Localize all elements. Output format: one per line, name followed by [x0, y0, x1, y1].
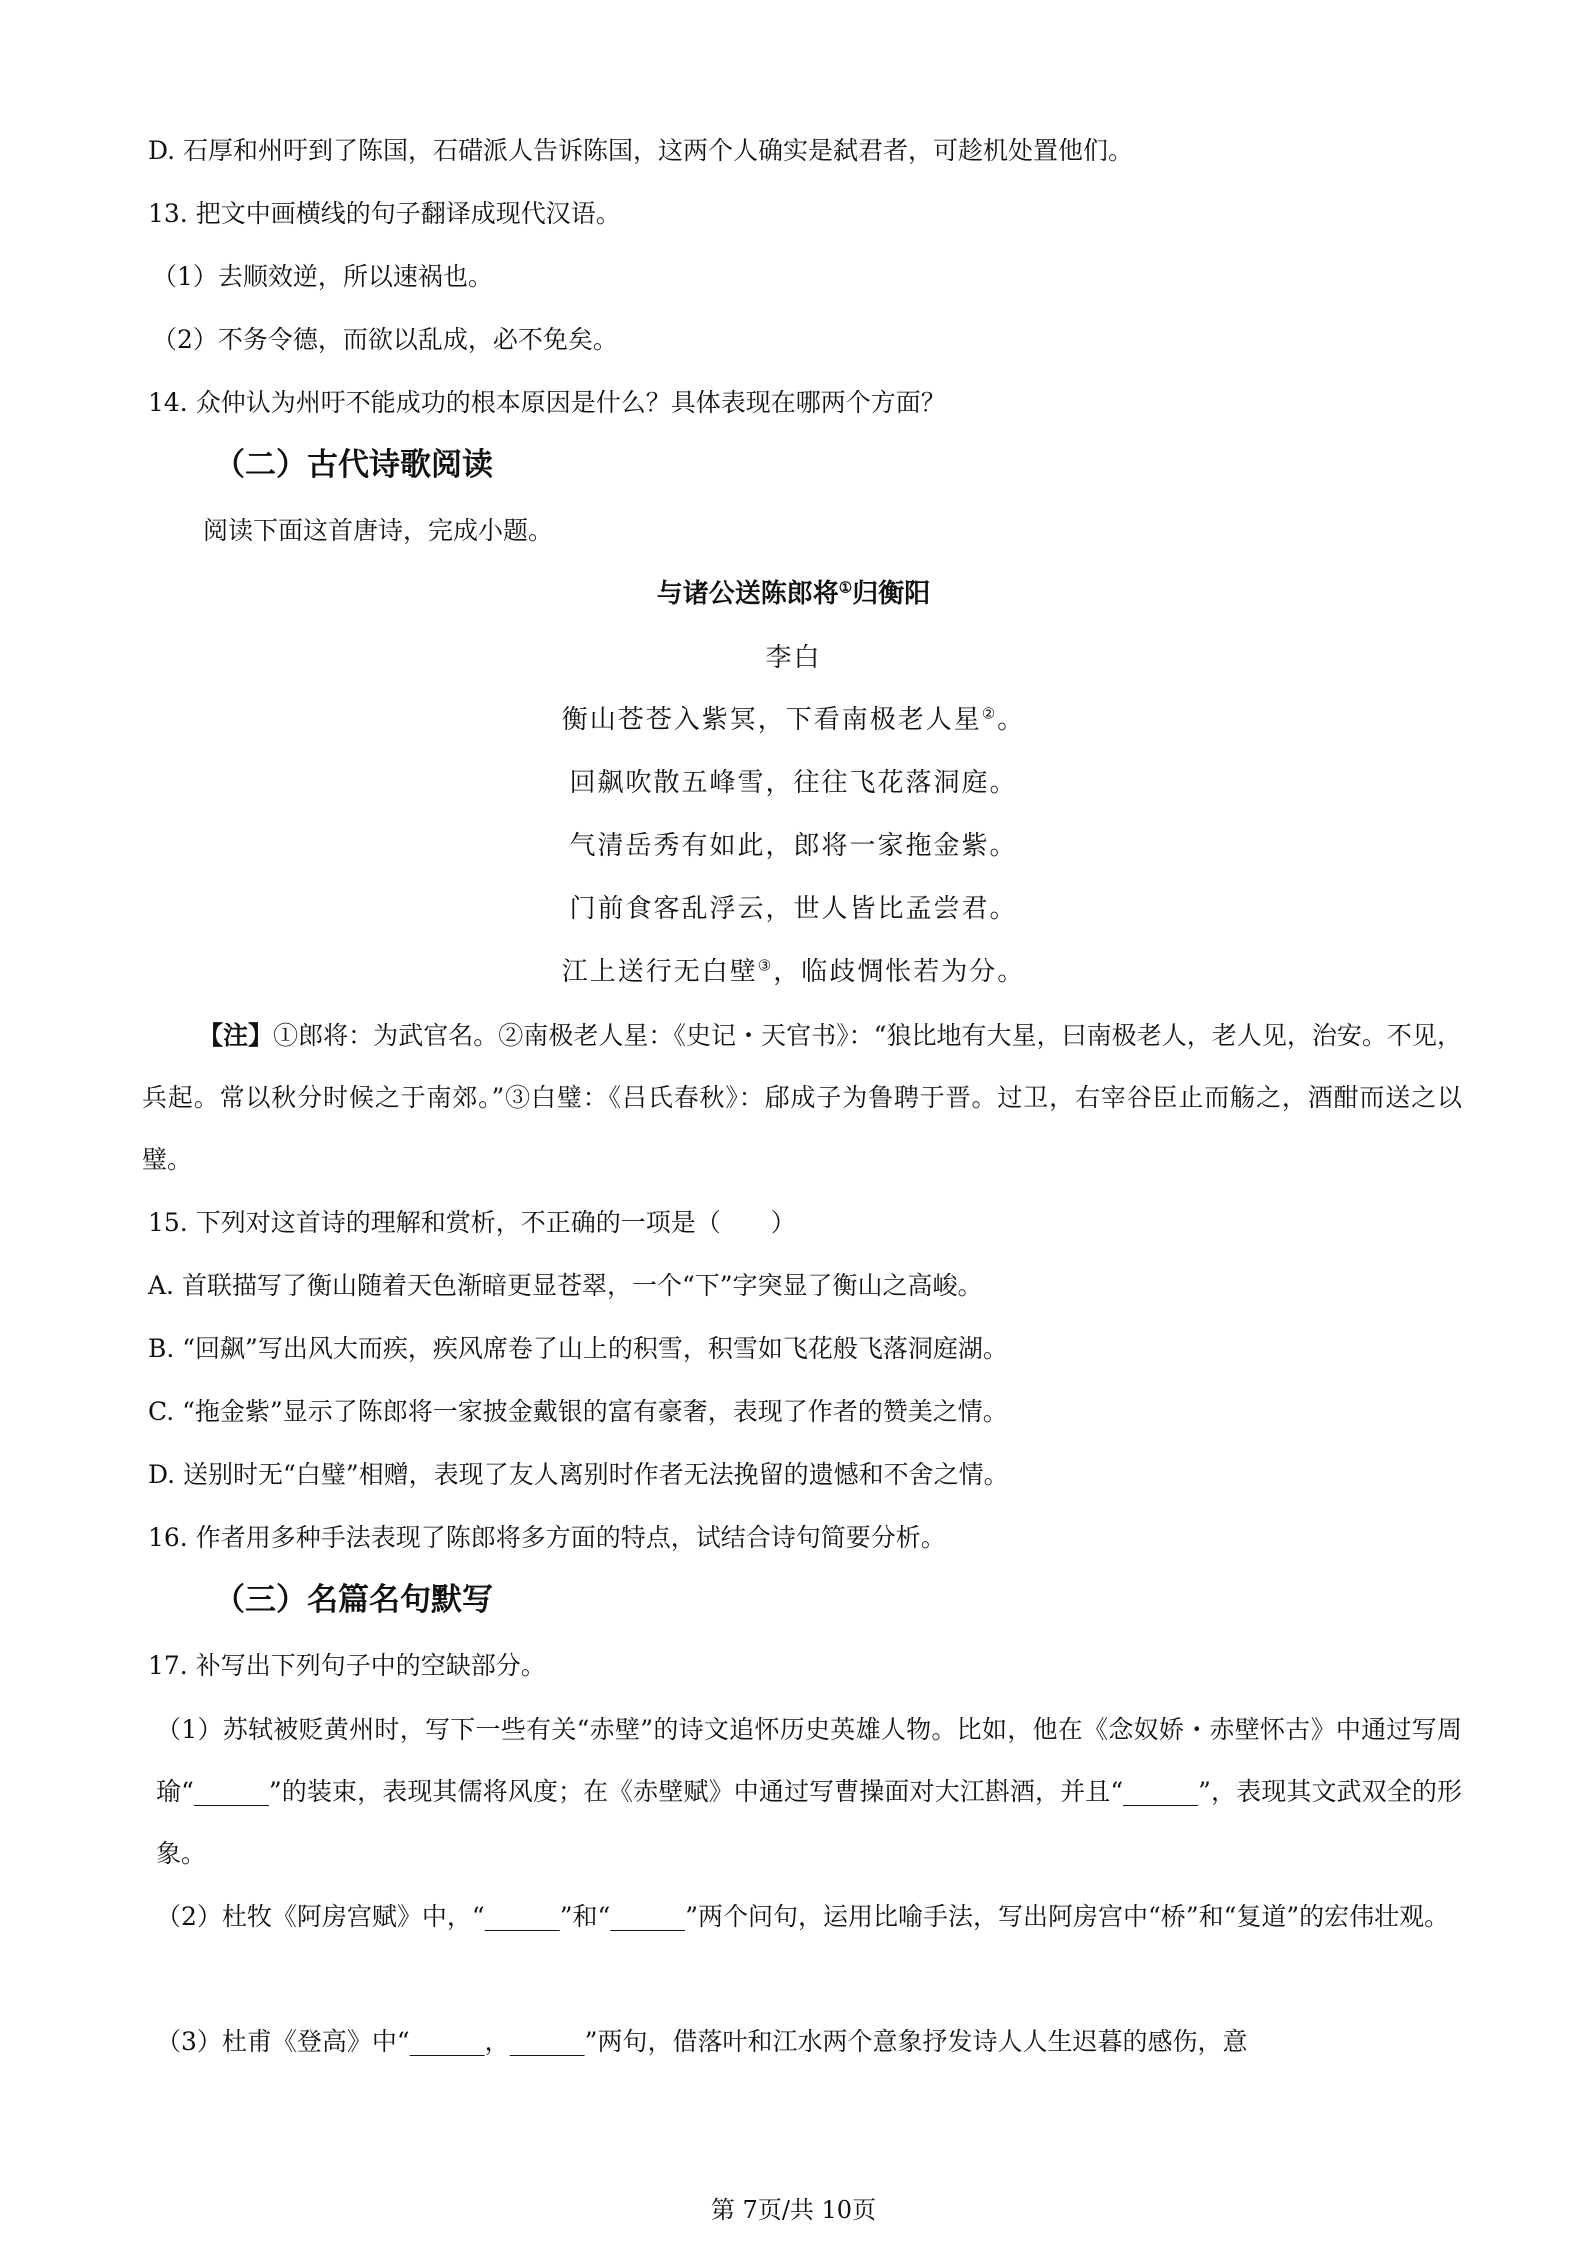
poem-note	[142, 1005, 1462, 1191]
q12-option-d: D. 石厚和州吁到了陈国，石碏派人告诉陈国，这两个人确实是弑君者，可趁机处置他们。	[148, 136, 1134, 165]
q17-item-2: （2）杜牧《阿房宫赋》中，“______”和“______”两个问句，运用比喻手法，写出阿房宫中“桥”和“复道”的宏伟壮观。	[156, 1902, 1450, 1931]
q15-option-c: C. “拖金紫”显示了陈郎将一家披金戴银的富有豪奢，表现了作者的赞美之情。	[148, 1397, 1008, 1426]
poem-line-4: 门前食客乱浮云，世人皆比孟尝君。	[569, 894, 1018, 924]
poem-line-1: 衡山苍苍入紫冥，下看南极老人星②。	[561, 704, 1026, 735]
q17-item-3: （3）杜甫《登高》中“______，______”两句，借落叶和江水两个意象抒发诗人人生迟暮的感伤，意	[156, 2027, 1248, 2056]
footnote-marker-1: ①	[838, 578, 853, 597]
q13-item-1: （1）去顺效逆，所以速祸也。	[152, 262, 493, 291]
poem-line-5: 江上送行无白壁③，临歧惆怅若为分。	[561, 956, 1026, 987]
q16-stem: 16. 作者用多种手法表现了陈郎将多方面的特点，试结合诗句简要分析。	[148, 1523, 946, 1552]
q13-item-2: （2）不务令德，而欲以乱成，必不免矣。	[152, 325, 618, 354]
q15-option-a: A. 首联描写了衡山随着天色渐暗更显苍翠，一个“下”字突显了衡山之高峻。	[148, 1271, 983, 1300]
poem-line-2: 回飙吹散五峰雪，往往飞花落洞庭。	[569, 768, 1018, 798]
q13-stem: 13. 把文中画横线的句子翻译成现代汉语。	[148, 199, 621, 228]
q14-stem: 14. 众仲认为州吁不能成功的根本原因是什么？具体表现在哪两个方面？	[148, 388, 946, 417]
poetry-intro: 阅读下面这首唐诗，完成小题。	[203, 516, 554, 545]
q15-option-d: D. 送别时无“白璧”相赠，表现了友人离别时作者无法挽留的遗憾和不舍之情。	[148, 1460, 1009, 1489]
footnote-marker-3: ③	[757, 956, 774, 975]
q17-stem: 17. 补写出下列句子中的空缺部分。	[148, 1651, 546, 1680]
q15-option-b: B. “回飙”写出风大而疾，疾风席卷了山上的积雪，积雪如飞花般飞落洞庭湖。	[148, 1334, 1008, 1363]
note-text: ①郎将：为武官名。②南极老人星：《史记・天官书》：“狼比地有大星，曰南极老人，老人见，治安。不见，兵起。常以秋分时候之于南郊。”③白璧：《吕氏春秋》：郈成子为鲁聘于晋。过卫，右宰谷臣止而觞之，酒酣而送之以璧。	[142, 1021, 1462, 1174]
section-heading-dictation: （三）名篇名句默写	[214, 1582, 493, 1618]
q17-item-1: （1）苏轼被贬黄州时，写下一些有关“赤壁”的诗文追怀历史英雄人物。比如，他在《念奴娇・赤壁怀古》中通过写周瑜“______”的装束，表现其儒将风度；在《赤壁赋》中通过写曹操面对大江斟酒，并且“______”，表现其文武双全的形象。	[156, 1715, 1462, 1868]
page-number: 第 7页/共 10页	[710, 2196, 877, 2224]
footnote-marker-2: ②	[981, 704, 998, 723]
poem-author: 李白	[765, 643, 822, 673]
q15-stem: 15. 下列对这首诗的理解和赏析，不正确的一项是（ ）	[148, 1208, 796, 1237]
section-heading-poetry: （二）古代诗歌阅读	[214, 447, 493, 483]
poem-title: 与诸公送陈郎将①归衡阳	[656, 578, 931, 609]
poem-line-3: 气清岳秀有如此，郎将一家拖金紫。	[569, 831, 1018, 861]
note-label: 【注】	[198, 1021, 274, 1050]
